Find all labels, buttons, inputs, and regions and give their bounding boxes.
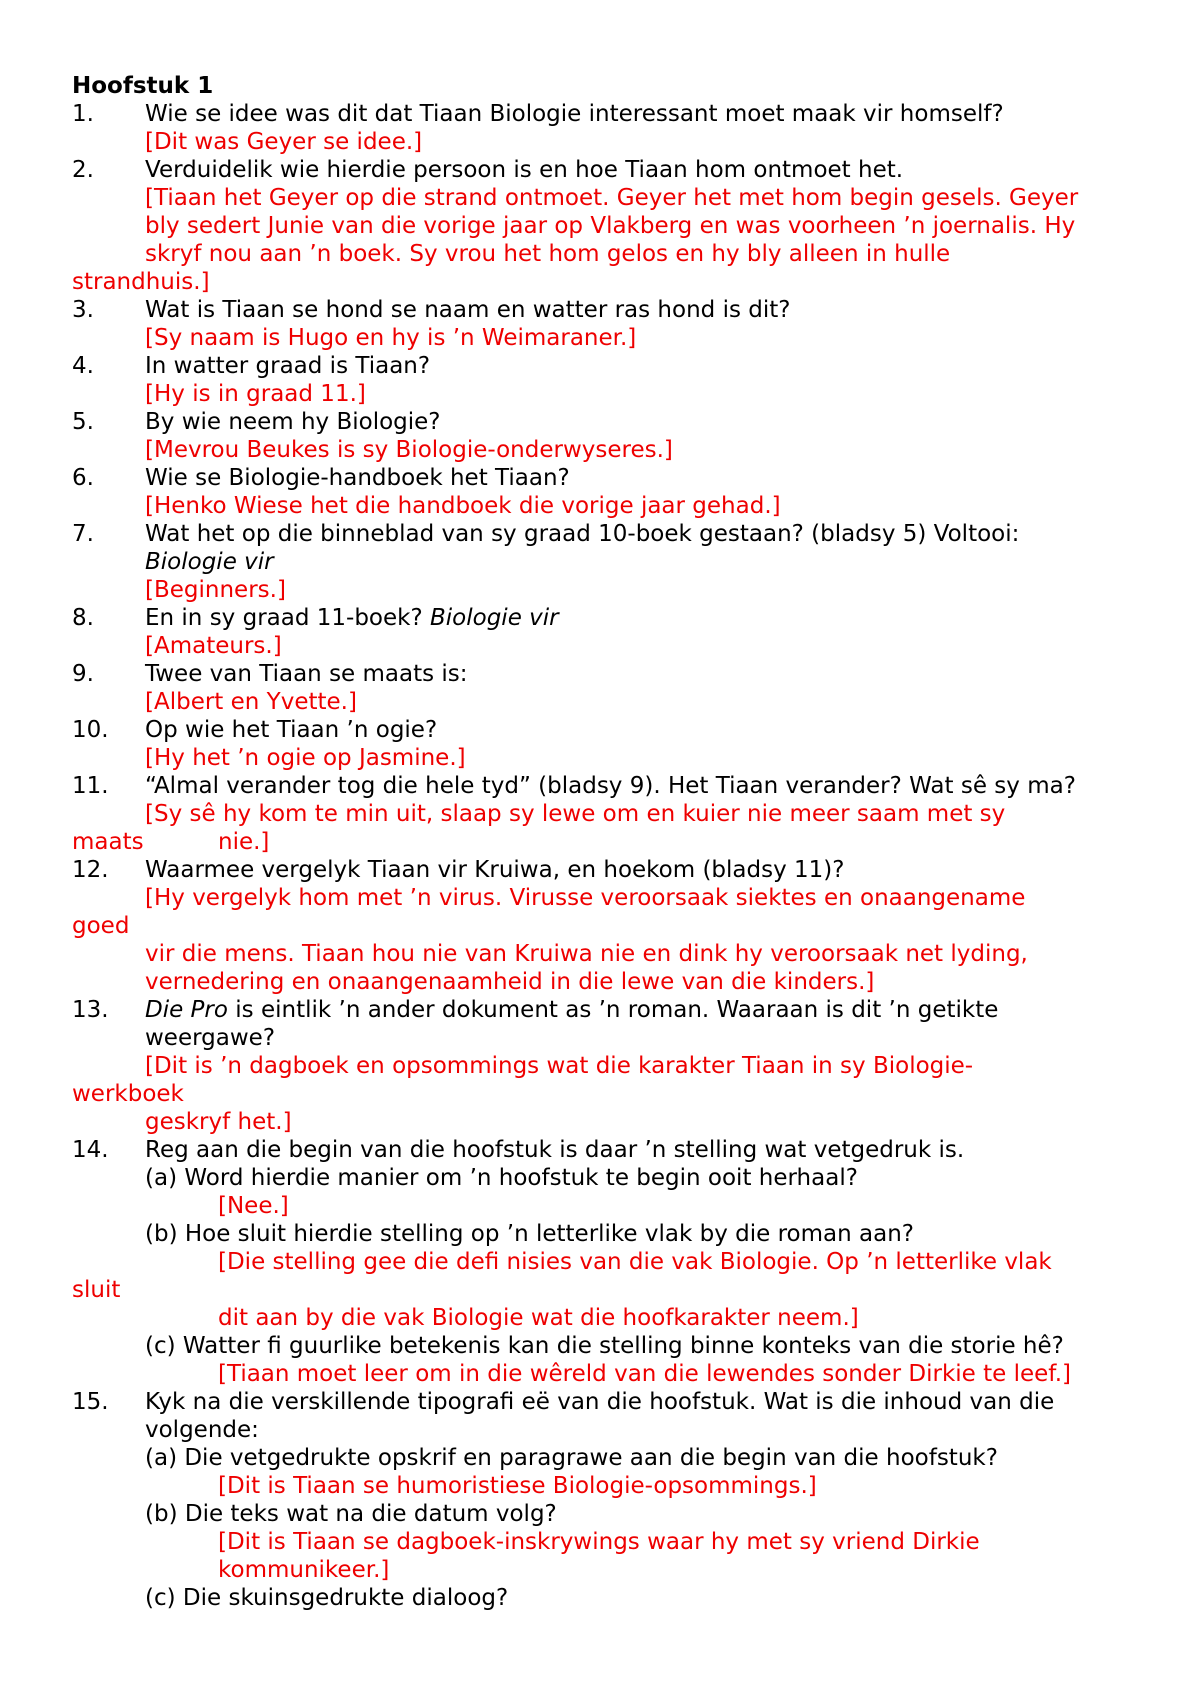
answer-14b-line-1: [Die stelling gee die defi nisies van die vak Biologie. Op ’n letterlike vlak [218,1249,1052,1275]
answer-12-line-2: goed [72,913,130,939]
subquestion-14a: (a) Word hierdie manier om ’n hoofstuk te begin ooit herhaal? [145,1165,858,1191]
question-number: 12. [72,857,109,883]
answer-15b-line-2: kommunikeer.] [218,1557,390,1583]
answer-14c: [Tiaan moet leer om in die wêreld van die lewendes sonder Dirkie te leef.] [218,1361,1071,1387]
question-number: 3. [72,297,94,323]
answer-12-line-1: [Hy vergelyk hom met ’n virus. Virusse veroorsaak siektes en onaangename [145,885,1026,911]
question-text: Waarmee vergelyk Tiaan vir Kruiwa, en hoekom (bladsy 11)? [145,857,845,883]
question-number: 11. [72,773,109,799]
answer-12-line-4: vernedering en onaangenaamheid in die lewe van die kinders.] [145,969,875,995]
answer-9: [Albert en Yvette.] [145,689,357,715]
question-text: Wie se Biologie-handboek het Tiaan? [145,465,570,491]
answer-15b-line-1: [Dit is Tiaan se dagboek-inskrywings waar hy met sy vriend Dirkie [218,1529,980,1555]
question-text: Wie se idee was dit dat Tiaan Biologie interessant moet maak vir homself? [145,101,1004,127]
question-7-continuation: Biologie vir [145,549,274,575]
answer-2-line-1: [Tiaan het Geyer op die strand ontmoet. Geyer het met hom begin gesels. Geyer [145,185,1079,211]
answer-14a: [Nee.] [218,1193,289,1219]
question-text: Twee van Tiaan se maats is: [145,661,468,687]
question-text: Wat is Tiaan se hond se naam en watter ras hond is dit? [145,297,791,323]
question-number: 2. [72,157,94,183]
subquestion-14b: (b) Hoe sluit hierdie stelling op ’n letterlike vlak by die roman aan? [145,1221,914,1247]
question-text-wrap [145,604,559,632]
answer-13-line-2: werkboek [72,1081,184,1107]
question-text: By wie neem hy Biologie? [145,409,441,435]
answer-2-line-4: strandhuis.] [72,269,210,295]
answer-12-line-3: vir die mens. Tiaan hou nie van Kruiwa nie en dink hy veroorsaak net lyding, [145,941,1028,967]
question-number: 8. [72,605,94,631]
answer-11-line-2b: nie.] [218,829,270,855]
answer-10: [Hy het ’n ogie op Jasmine.] [145,745,466,771]
subquestion-14c: (c) Watter fi guurlike betekenis kan die stelling binne konteks van die storie hê? [145,1333,1064,1359]
answer-8: [Amateurs.] [145,633,282,659]
answer-6: [Henko Wiese het die handboek die vorige jaar gehad.] [145,493,781,519]
answer-14b-line-3: dit aan by die vak Biologie wat die hoofkarakter neem.] [218,1305,859,1331]
question-text: Op wie het Tiaan ’n ogie? [145,717,438,743]
answer-2-line-3: skryf nou aan ’n boek. Sy vrou het hom gelos en hy bly alleen in hulle [145,241,951,267]
question-text: En in sy graad 11-boek? [145,605,423,631]
question-text: Verduidelik wie hierdie persoon is en hoe Tiaan hom ontmoet het. [145,157,904,183]
subquestion-15a: (a) Die vetgedrukte opskrif en paragrawe aan die begin van die hoofstuk? [145,1445,998,1471]
question-text: is eintlik ’n ander dokument as ’n roman. Waaraan is dit ’n getikte [227,997,999,1023]
chapter-title: Hoofstuk 1 [72,73,214,99]
question-number: 10. [72,717,109,743]
answer-5: [Mevrou Beukes is sy Biologie-onderwyseres.] [145,437,673,463]
question-13-continuation: weergawe? [145,1025,276,1051]
question-italic-text: Die Pro [145,997,228,1023]
question-text-wrap [145,996,998,1024]
answer-13-line-1: [Dit is ’n dagboek en opsommings wat die karakter Tiaan in sy Biologie- [145,1053,974,1079]
answer-11-line-1: [Sy sê hy kom te min uit, slaap sy lewe om en kuier nie meer saam met sy [145,801,1006,827]
question-number: 15. [72,1389,109,1415]
question-italic-text: Biologie vir [422,605,559,631]
answer-7: [Beginners.] [145,577,286,603]
question-number: 6. [72,465,94,491]
question-number: 1. [72,101,94,127]
question-number: 9. [72,661,94,687]
answer-2-line-2: bly sedert Junie van die vorige jaar op Vlakberg en was voorheen ’n joernalis. Hy [145,213,1076,239]
question-15-continuation: volgende: [145,1417,259,1443]
question-text: In watter graad is Tiaan? [145,353,431,379]
question-number: 14. [72,1137,109,1163]
subquestion-15b: (b) Die teks wat na die datum volg? [145,1501,557,1527]
answer-1: [Dit was Geyer se idee.] [145,129,423,155]
question-number: 13. [72,997,109,1023]
question-number: 7. [72,521,94,547]
question-text: Wat het op die binneblad van sy graad 10-boek gestaan? (bladsy 5) Voltooi: [145,521,1020,547]
answer-11-line-2a: maats [72,829,144,855]
subquestion-15c: (c) Die skuinsgedrukte dialoog? [145,1585,509,1611]
question-number: 5. [72,409,94,435]
answer-3: [Sy naam is Hugo en hy is ’n Weimaraner.] [145,325,637,351]
question-text: Kyk na die verskillende tipografi eë van die hoofstuk. Wat is die inhoud van die [145,1389,1055,1415]
answer-4: [Hy is in graad 11.] [145,381,366,407]
answer-14b-line-2: sluit [72,1277,121,1303]
answer-13-line-3: geskryf het.] [145,1109,292,1135]
question-text: “Almal verander tog die hele tyd” (bladsy 9). Het Tiaan verander? Wat sê sy ma? [145,773,1076,799]
question-text: Reg aan die begin van die hoofstuk is daar ’n stelling wat vetgedruk is. [145,1137,965,1163]
question-number: 4. [72,353,94,379]
answer-15a: [Dit is Tiaan se humoristiese Biologie-opsommings.] [218,1473,817,1499]
